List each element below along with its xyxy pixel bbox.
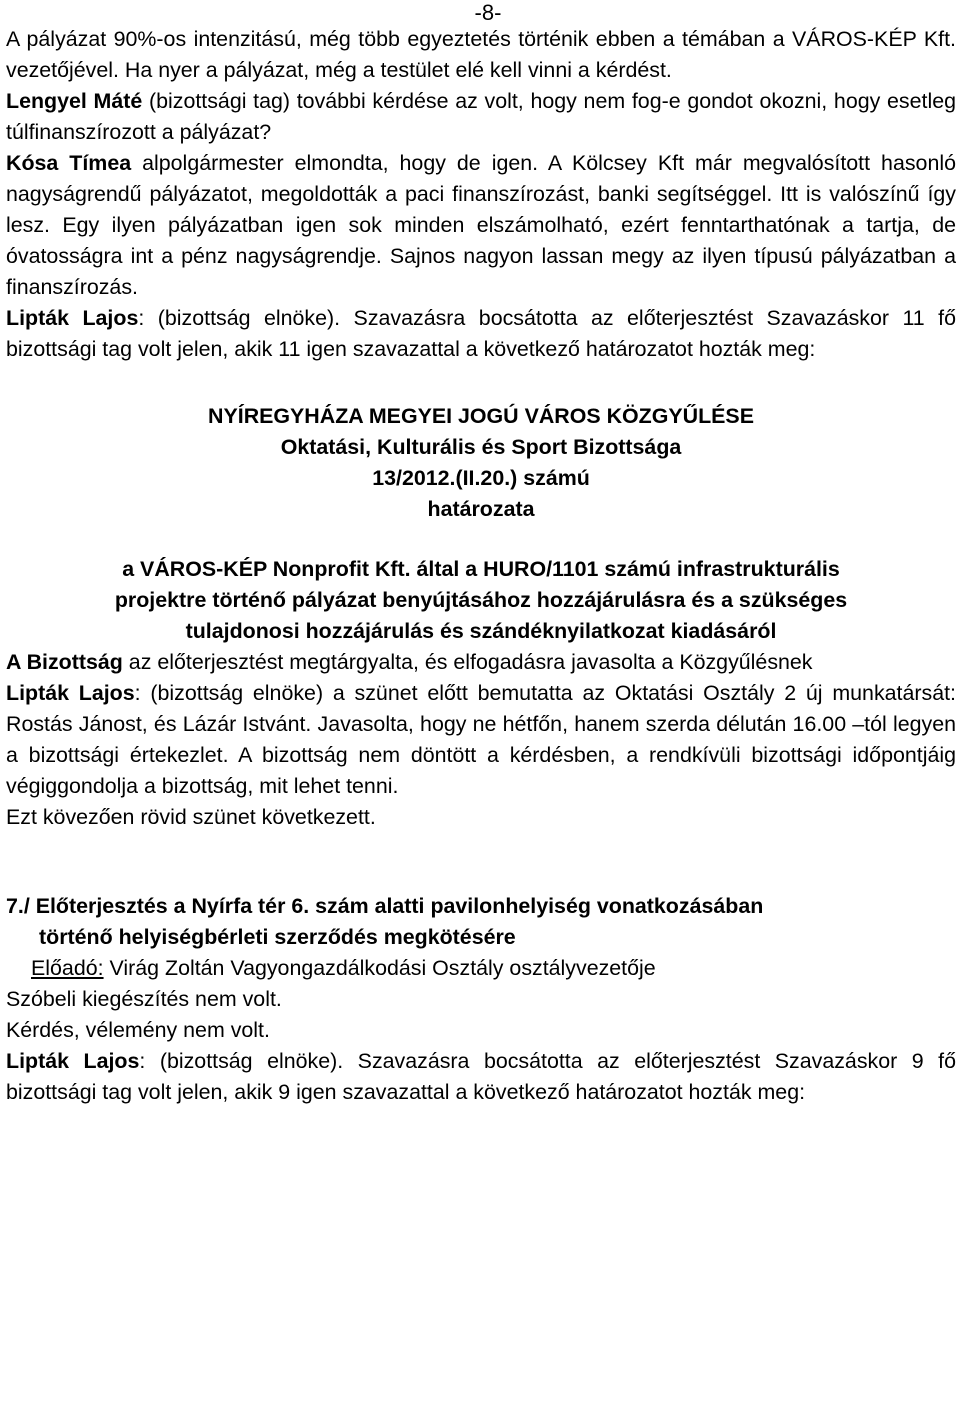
presenter-label: Előadó:	[31, 956, 104, 980]
paragraph-committee-decision	[6, 647, 956, 678]
presenter-name: Virág Zoltán Vagyongazdálkodási Osztály osztályvezetője	[103, 956, 656, 980]
paragraph-kosa	[6, 148, 956, 303]
speaker-name: Kósa Tímea	[6, 151, 132, 175]
paragraph-vote-1	[6, 303, 956, 365]
decision-committee: Oktatási, Kulturális és Sport Bizottsága	[280, 435, 682, 459]
committee-lead: A Bizottság	[6, 650, 123, 674]
paragraph-intensity: A pályázat 90%-os intenzitású, még több egyeztetés történik ebben a témában a VÁROS-KÉP Kft. vezetőjével. Ha nyer a pályázat, még a testület elé kell vinni a kérdést.	[6, 27, 956, 82]
paragraph-text: (bizottsági tag) további kérdése az volt, hogy nem fog-e gondot okozni, hogy esetleg túlfinanszírozott a pályázat?	[6, 89, 956, 144]
paragraph-vote-2	[6, 1046, 956, 1108]
agenda-item-title-cont: történő helyiségbérleti szerződés megkötésére	[39, 925, 516, 949]
paragraph-text: : (bizottság elnöke). Szavazásra bocsátotta az előterjesztést Szavazáskor 11 fő bizottsági tag volt jelen, akik 11 igen szavazattal a következő határozatot hozták meg:	[6, 306, 956, 361]
speaker-name: Lipták Lajos	[6, 681, 135, 705]
agenda-item-7	[6, 891, 956, 984]
paragraph-no-supplement: Szóbeli kiegészítés nem volt.	[6, 987, 282, 1011]
agenda-item-presenter	[6, 953, 956, 984]
document-body	[6, 24, 956, 1108]
paragraph-text: az előterjesztést megtárgyalta, és elfogadásra javasolta a Közgyűlésnek	[122, 650, 813, 674]
decision-subject	[6, 554, 956, 647]
decision-word: határozata	[427, 497, 535, 521]
speaker-name: Lipták Lajos	[6, 1049, 140, 1073]
page-number: -8-	[474, 0, 502, 25]
paragraph-text: : (bizottság elnöke) a szünet előtt bemutatta az Oktatási Osztály 2 új munkatársát: Rostás Jánost, és Lázár Istvánt. Javasolta, hogy ne hétfőn, hanem szerda délután 16.00 –tól legyen a bizottsági értekezlet. A bizottság nem döntött a kérdésben, a rendkívüli bizottsági időpontjáig végiggondolja a bizottság, mit lehet tenni.	[6, 681, 956, 798]
paragraph-text: : (bizottság elnöke). Szavazásra bocsátotta az előterjesztést Szavazáskor 9 fő bizottsági tag volt jelen, akik 9 igen szavazattal a következő határozatot hozták meg:	[6, 1049, 956, 1104]
decision-subject-line: projektre történő pályázat benyújtásához hozzájárulásra és a szükséges	[114, 588, 848, 612]
paragraph-break-note: Ezt kövezően rövid szünet következett.	[6, 805, 376, 829]
paragraph-lengyel	[6, 86, 956, 148]
decision-subject-line: a VÁROS-KÉP Nonprofit Kft. által a HURO/1101 számú infrastrukturális	[122, 557, 840, 581]
decision-header	[6, 401, 956, 647]
agenda-item-title: 7./ Előterjesztés a Nyírfa tér 6. szám alatti pavilonhelyiség vonatkozásában	[6, 894, 764, 918]
speaker-name: Lipták Lajos	[6, 306, 139, 330]
paragraph-liptak-break	[6, 678, 956, 802]
speaker-name: Lengyel Máté	[6, 89, 143, 113]
decision-subject-line: tulajdonosi hozzájárulás és szándéknyilatkozat kiadásáról	[185, 619, 777, 643]
decision-org: NYÍREGYHÁZA MEGYEI JOGÚ VÁROS KÖZGYŰLÉSE	[208, 404, 754, 428]
paragraph-text: alpolgármester elmondta, hogy de igen. A Kölcsey Kft már megvalósított hasonló nagyságrendű pályázatot, megoldották a paci finanszírozást, banki segítséggel. Itt is valószínű így lesz. Egy ilyen pályázatban igen sok minden elszámolható, ezért fenntarthatónak a tartja, de óvatosságra int a pénz nagyságrendje. Sajnos nagyon lassan megy az ilyen típusú pályázatban a finanszírozás.	[6, 151, 956, 299]
paragraph-no-questions: Kérdés, vélemény nem volt.	[6, 1018, 270, 1042]
decision-number: 13/2012.(II.20.) számú	[372, 466, 590, 490]
